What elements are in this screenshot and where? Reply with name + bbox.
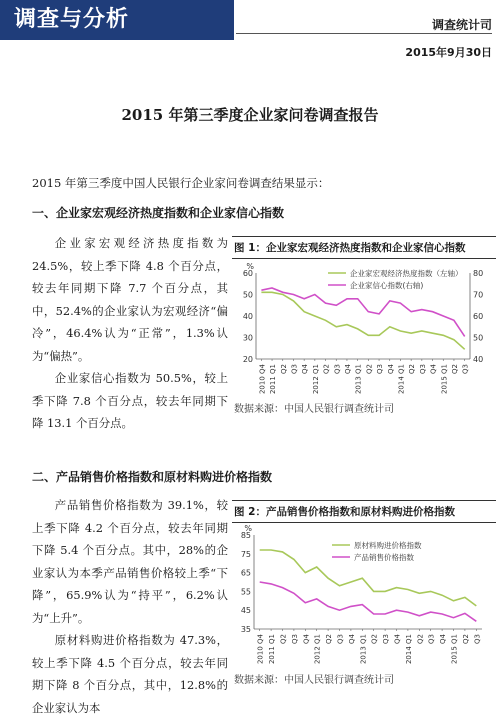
x-tick-label: Q2 xyxy=(461,634,470,644)
legend-label-2: 产品销售价格指数 xyxy=(354,553,414,562)
x-tick-label: Q3 xyxy=(333,364,342,374)
x-tick-label: 2012 Q1 xyxy=(313,634,322,665)
report-date: 2015年9月30日 xyxy=(405,46,492,59)
x-tick-label: Q4 xyxy=(302,634,311,644)
x-tick-label: Q3 xyxy=(461,364,470,374)
x-tick-label: Q2 xyxy=(279,364,288,374)
y-tick-label: 75 xyxy=(240,549,251,559)
x-tick-label: Q2 xyxy=(408,364,417,374)
x-tick-label: Q4 xyxy=(386,364,395,374)
section2-paragraph-1: 产品销售价格指数为 39.1%，较上季下降 4.2 个百分点，较去年同期下降 5.4 个百分点。其中，28%的企业家认为本季产品销售价格较上季“下降”，65.9%认为“持平”，6.2%认为“上升”。 xyxy=(32,498,228,625)
x-tick-label: Q4 xyxy=(301,364,310,374)
x-tick-label: Q3 xyxy=(376,364,385,374)
x-tick-label: Q4 xyxy=(347,634,356,644)
x-tick-label: Q3 xyxy=(336,634,345,644)
right-y-tick-label: 80 xyxy=(473,269,484,278)
x-tick-label: 2011 Q1 xyxy=(269,364,278,394)
x-tick-label: 2015 Q1 xyxy=(440,364,449,394)
y-tick-label: 35 xyxy=(240,625,251,634)
y-axis-unit: % xyxy=(244,524,252,533)
x-tick-label: Q3 xyxy=(382,634,391,644)
section1-paragraph-2: 企业家信心指数为 50.5%，较上季下降 7.8 个百分点，较去年同期下降 13.1 个百分点。 xyxy=(32,371,228,430)
section2-paragraph-2: 原材料购进价格指数为 47.3%，较上季下降 4.5 个百分点，较去年同期下降 8 个百分点，其中，12.8%的企业家认为本 xyxy=(32,633,228,715)
section2-heading: 二、产品销售价格指数和原材料购进价格指数 xyxy=(32,470,273,484)
series-line-1 xyxy=(261,292,464,349)
x-tick-label: Q2 xyxy=(365,364,374,374)
figure2 xyxy=(232,500,496,686)
x-tick-label: 2013 Q1 xyxy=(359,634,368,665)
x-tick-label: 2010 Q4 xyxy=(256,634,265,665)
legend-label-2: 企业家信心指数(右轴) xyxy=(350,281,424,290)
series-line-2 xyxy=(261,288,464,336)
figure1 xyxy=(232,236,496,415)
header-rule xyxy=(236,33,492,34)
x-tick-label: 2014 Q1 xyxy=(397,364,406,394)
section1-paragraph-1: 企业家宏观经济热度指数为 24.5%，较上季下降 4.8 个百分点，较去年同期下降 7.7 个百分点，其中，52.4%的企业家认为宏观经济“偏冷”，46.4%认为“正常”，1.3%认为“偏热”。 xyxy=(32,236,228,363)
x-tick-label: Q3 xyxy=(290,364,299,374)
x-tick-label: 2012 Q1 xyxy=(311,364,320,394)
y-tick-label: 65 xyxy=(240,568,251,578)
x-tick-label: Q2 xyxy=(416,634,425,644)
y-tick-label: 60 xyxy=(242,269,253,278)
section2-text xyxy=(32,494,228,719)
x-tick-label: Q3 xyxy=(418,364,427,374)
figure1-chart xyxy=(232,259,496,394)
legend-label-1: 企业家宏观经济热度指数（左轴） xyxy=(350,269,463,278)
x-tick-label: 2010 Q4 xyxy=(258,364,267,394)
header-banner: 调查与分析 xyxy=(0,0,234,40)
x-tick-label: Q2 xyxy=(322,364,331,374)
section1-heading: 一、企业家宏观经济热度指数和企业家信心指数 xyxy=(32,206,285,220)
x-tick-label: Q4 xyxy=(393,634,402,644)
x-tick-label: Q2 xyxy=(370,634,379,644)
x-tick-label: Q2 xyxy=(279,634,288,644)
report-title: 2015 年第三季度企业家问卷调查报告 xyxy=(121,106,379,124)
x-tick-label: Q3 xyxy=(473,634,482,644)
x-tick-label: 2014 Q1 xyxy=(404,634,413,665)
x-tick-label: 2013 Q1 xyxy=(354,364,363,394)
x-tick-label: Q4 xyxy=(439,634,448,644)
figure1-title: 图 1：企业家宏观经济热度指数和企业家信心指数 xyxy=(232,236,496,259)
x-tick-label: 2015 Q1 xyxy=(450,634,459,665)
figure2-title: 图 2：产品销售价格指数和原材料购进价格指数 xyxy=(232,500,496,523)
x-tick-label: Q3 xyxy=(427,634,436,644)
y-tick-label: 55 xyxy=(240,587,251,597)
x-tick-label: 2011 Q1 xyxy=(268,634,277,665)
y-tick-label: 30 xyxy=(242,333,253,343)
right-y-tick-label: 60 xyxy=(473,312,484,321)
figure2-chart xyxy=(232,523,496,665)
department-name: 调查统计司 xyxy=(431,18,492,32)
y-tick-label: 40 xyxy=(242,312,253,321)
y-tick-label: 50 xyxy=(242,290,253,300)
y-tick-label: 45 xyxy=(240,606,251,616)
x-tick-label: Q2 xyxy=(325,634,334,644)
y-axis-unit: % xyxy=(246,262,254,271)
x-tick-label: Q4 xyxy=(429,364,438,374)
right-y-tick-label: 50 xyxy=(473,333,484,343)
legend-label-1: 原材料购进价格指数 xyxy=(354,541,422,550)
y-tick-label: 85 xyxy=(240,531,251,540)
right-y-tick-label: 70 xyxy=(473,290,484,300)
right-y-tick-label: 40 xyxy=(473,355,484,364)
y-tick-label: 20 xyxy=(242,355,253,364)
series-line-2 xyxy=(260,582,477,621)
figure2-source: 数据来源：中国人民银行调查统计司 xyxy=(234,675,394,686)
x-tick-label: Q4 xyxy=(343,364,352,374)
x-tick-label: Q3 xyxy=(290,634,299,644)
x-tick-label: Q2 xyxy=(450,364,459,374)
intro-paragraph: 2015 年第三季度中国人民银行企业家问卷调查结果显示： xyxy=(32,176,330,190)
section1-text xyxy=(32,232,228,435)
figure1-source: 数据来源：中国人民银行调查统计司 xyxy=(234,404,394,415)
